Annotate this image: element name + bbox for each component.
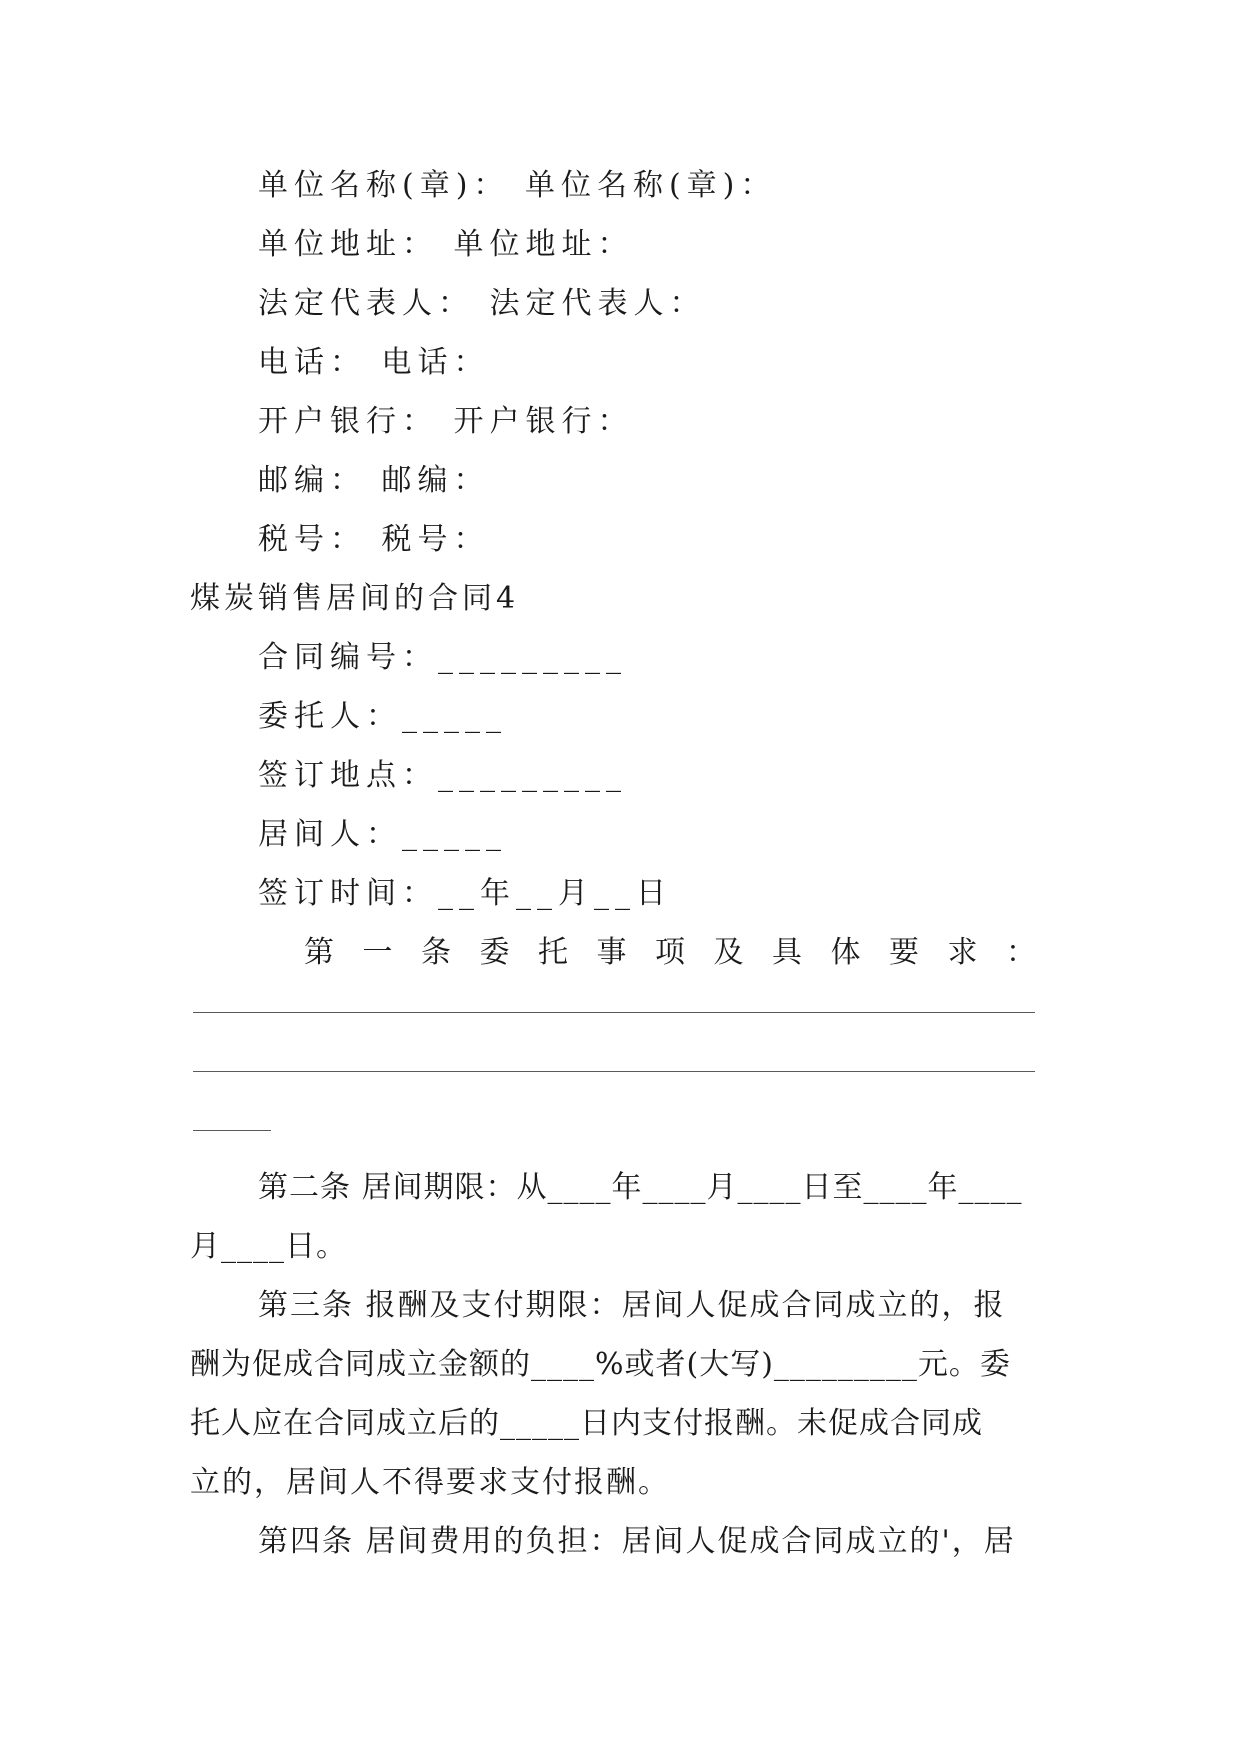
article-3-line-1: 第三条 报酬及支付期限：居间人促成合同成立的，报 [258, 1288, 1006, 1323]
signing-place-field: 签订地点：_________ [258, 758, 627, 793]
bank-line: 开户银行： 开户银行： [258, 404, 634, 439]
blank-line [193, 1071, 1035, 1072]
contract-number-field: 合同编号：_________ [258, 640, 627, 675]
intermediary-field: 居间人：_____ [258, 817, 507, 852]
unit-name-line: 单位名称(章)： 单位名称(章)： [258, 168, 777, 203]
signing-date-field: 签订时间：__年__月__日 [258, 876, 672, 911]
unit-address-line: 单位地址： 单位地址： [258, 227, 634, 262]
article-3-line-2: 酬为促成合同成立金额的____%或者(大写)_________元。委 [190, 1347, 1011, 1382]
client-field: 委托人：_____ [258, 699, 507, 734]
blank-line [193, 1012, 1035, 1013]
postcode-line: 邮编： 邮编： [258, 463, 490, 498]
section-title: 煤炭销售居间的合同4 [190, 581, 520, 616]
article-4-line-1: 第四条 居间费用的负担：居间人促成合同成立的'，居 [258, 1524, 1016, 1559]
blank-line [193, 1130, 271, 1131]
article-1-heading: 第 一 条 委 托 事 项 及 具 体 要 求 ： [304, 935, 1036, 970]
phone-line: 电话： 电话： [258, 345, 490, 380]
tax-number-line: 税号： 税号： [258, 522, 490, 557]
article-3-line-3: 托人应在合同成立后的_____日内支付报酬。未促成合同成 [190, 1406, 983, 1441]
legal-representative-line: 法定代表人： 法定代表人： [258, 286, 706, 321]
article-2-line-2: 月____日。 [190, 1229, 347, 1264]
article-2-line-1: 第二条 居间期限：从____年____月____日至____年____ [258, 1170, 1023, 1205]
article-3-line-4: 立的，居间人不得要求支付报酬。 [190, 1465, 670, 1500]
